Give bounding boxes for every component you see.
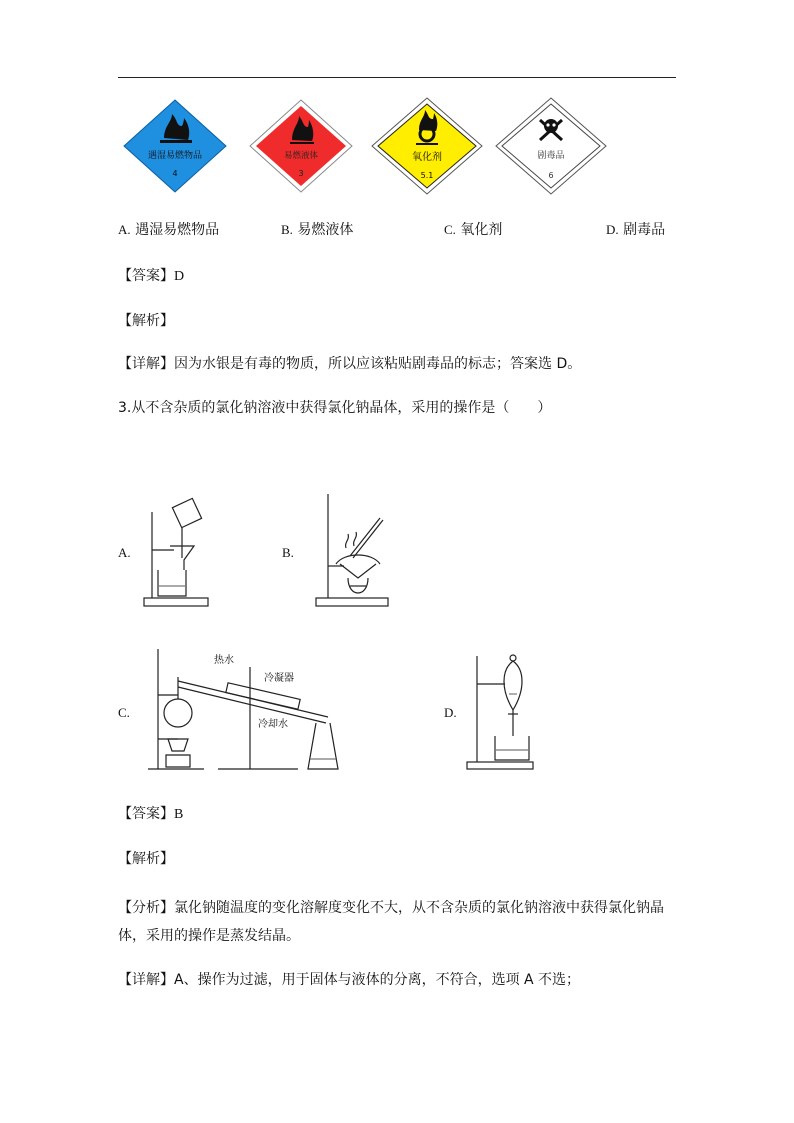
q3-label-a: A.: [118, 545, 131, 560]
q3-question: 3.从不含杂质的氯化钠溶液中获得氯化钠晶体，采用的操作是（ ）: [118, 400, 552, 416]
apparatus-d-separation: [465, 650, 535, 772]
sign-number: 4: [172, 169, 178, 178]
option-text: 剧毒品: [623, 222, 666, 238]
q2-analysis-tag: 【解析】: [118, 313, 174, 329]
sign-toxic: [496, 98, 606, 194]
q3-answer: [118, 804, 183, 825]
fenxi-tag: 【分析】: [118, 900, 174, 916]
apparatus-a-filtration: [138, 488, 213, 612]
q3-label-b: B.: [282, 545, 294, 560]
sign-flammable-liquid: [250, 100, 352, 192]
sign-oxidizer: [372, 98, 482, 194]
detail-text: 因为水银是有毒的物质，所以应该粘贴剧毒品的标志；答案选 D。: [174, 356, 582, 372]
sign-water-reactive: [124, 100, 226, 192]
detail-tag: 【详解】: [118, 972, 174, 988]
label-condenser: 冷凝器: [264, 673, 294, 684]
header-rule: [118, 77, 676, 78]
option-a: [118, 220, 219, 240]
detail-tag: 【详解】: [118, 356, 174, 372]
option-d: [606, 220, 665, 240]
q3-label-d: D.: [444, 705, 457, 720]
sign-number: 5.1: [420, 171, 434, 180]
option-letter: A.: [118, 222, 131, 237]
sign-number: 3: [298, 169, 304, 178]
answer-tag: 【答案】: [118, 806, 174, 822]
option-text: 氧化剂: [460, 222, 503, 238]
sign-label: 遇湿易燃物品: [147, 151, 203, 161]
label-hot-water: 热水: [214, 655, 234, 666]
answer-value: D: [174, 269, 185, 284]
q3-fenxi: [118, 894, 678, 950]
answer-value: B: [174, 807, 184, 822]
sign-number: 6: [548, 171, 554, 180]
detail-text: A、操作为过滤，用于固体与液体的分离，不符合，选项 A 不选；: [174, 972, 581, 988]
q3-detail: [118, 970, 580, 990]
option-c: [444, 220, 502, 240]
q3-label-c: C.: [118, 705, 130, 720]
answer-tag: 【答案】: [118, 268, 174, 284]
q3-analysis-tag: 【解析】: [118, 851, 174, 867]
q2-answer: [118, 266, 184, 287]
option-letter: B.: [281, 222, 293, 237]
fenxi-text: 氯化钠随温度的变化溶解度变化不大，从不含杂质的氯化钠溶液中获得氯化钠晶体，采用的操作是蒸发结晶。: [118, 900, 664, 944]
sign-label: 氧化剂: [412, 152, 442, 163]
q2-detail: [118, 354, 581, 374]
option-letter: D.: [606, 222, 619, 237]
hazard-signs: [115, 96, 615, 196]
sign-label: 易燃液体: [283, 151, 319, 161]
apparatus-b-evaporation: [310, 488, 390, 612]
option-b: [281, 220, 353, 240]
option-text: 易燃液体: [297, 222, 354, 238]
sign-label: 剧毒品: [537, 151, 565, 161]
apparatus-c-distillation: [138, 643, 344, 773]
label-cold-water: 冷却水: [258, 719, 288, 730]
option-letter: C.: [444, 222, 456, 237]
option-text: 遇湿易燃物品: [135, 222, 220, 238]
